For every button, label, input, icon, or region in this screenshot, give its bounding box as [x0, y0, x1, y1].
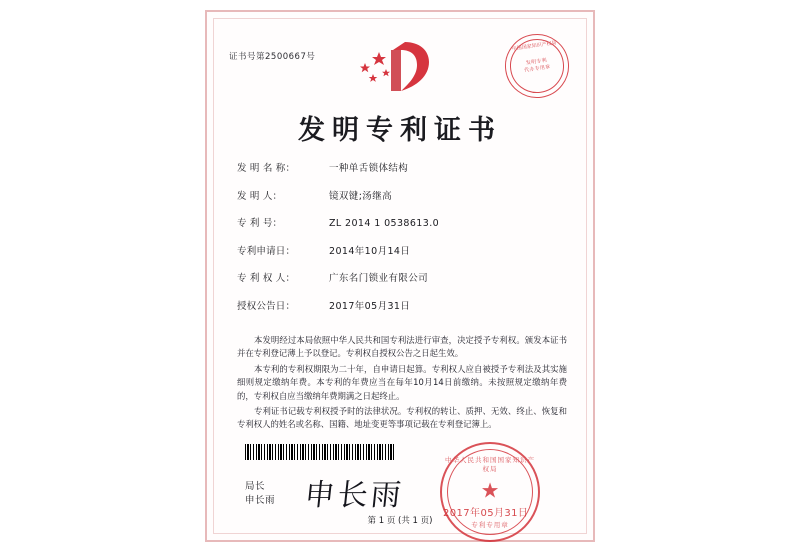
- field-value: 广东名门锁业有限公司: [329, 273, 429, 284]
- national-seal-arc-bottom: 专利专用章: [471, 521, 509, 529]
- agency-seal-line2: 发明专利: [525, 57, 548, 67]
- agency-seal-line3: 代办专用章: [523, 64, 551, 74]
- patent-office-logo-icon: [345, 36, 455, 98]
- director-signature: 申长雨: [302, 478, 406, 513]
- field-row-inventor: [237, 188, 569, 202]
- field-label: 专利申请日：: [237, 245, 296, 257]
- field-row-patentee: [237, 270, 569, 284]
- agency-seal-arc-text: 中国国家知识产权局: [511, 40, 557, 53]
- field-value: 2017年05月31日: [329, 300, 411, 312]
- national-seal-stamp: [440, 442, 540, 542]
- field-label: 发 明 人：: [237, 190, 283, 202]
- field-value: 镜双键;汤继高: [329, 190, 393, 202]
- field-value: 一种单舌锁体结构: [329, 163, 409, 174]
- field-label: 专 利 权 人：: [237, 273, 296, 284]
- star-icon: ★: [480, 479, 500, 503]
- paragraph-3: 专利证书记载专利权授予时的法律状况。专利权的转让、质押、无效、终止、恢复和专利权人的姓名或名称、国籍、地址变更等事项记载在专利登记簿上。: [237, 406, 567, 430]
- paragraph-1: 本发明经过本局依照中华人民共和国专利法进行审查，决定授予专利权。颁发本证书并在专利登记薄上予以登记。专利权自授权公告之日起生效。: [237, 335, 567, 359]
- field-row-patent-number: [237, 215, 569, 229]
- field-row-invention-name: [237, 160, 569, 174]
- field-value: ZL 2014 1 0538613.0: [329, 218, 440, 229]
- barcode: [245, 444, 395, 460]
- field-label: 授权公告日：: [237, 300, 296, 312]
- page-number: 第 1 页 (共 1 页): [367, 516, 433, 526]
- field-row-grant-date: [237, 298, 569, 312]
- field-label: 专 利 号：: [237, 218, 283, 229]
- certificate-serial-number: 证书号第2500667号: [229, 52, 316, 62]
- seal-date: 2017年05月31日: [443, 508, 529, 519]
- agency-seal-center-text: [502, 31, 572, 101]
- paragraph-2: 本专利的专利权期限为二十年，自申请日起算。专利权人应自被授予专利法及其实施细则规定缴纳年费。本专利的年费应当在每年10月14日前缴纳。未按照规定缴纳年费的，专利权自应当缴纳年费期满之日起终止。: [237, 363, 567, 401]
- field-value: 2014年10月14日: [329, 245, 411, 257]
- legal-text-block: [237, 334, 567, 434]
- director-title: 局长: [245, 481, 266, 492]
- agency-seal-stamp: [501, 30, 573, 102]
- field-row-application-date: [237, 243, 569, 257]
- director-name: 申长雨: [245, 495, 276, 506]
- patent-fields: [237, 160, 569, 325]
- national-seal-arc-top: 中华人民共和国国家知识产权局: [445, 456, 535, 473]
- certificate-sheet: [205, 10, 595, 542]
- director-label: [245, 480, 275, 508]
- page-title: 发明专利证书: [298, 115, 502, 146]
- field-label: 发 明 名 称：: [237, 163, 296, 174]
